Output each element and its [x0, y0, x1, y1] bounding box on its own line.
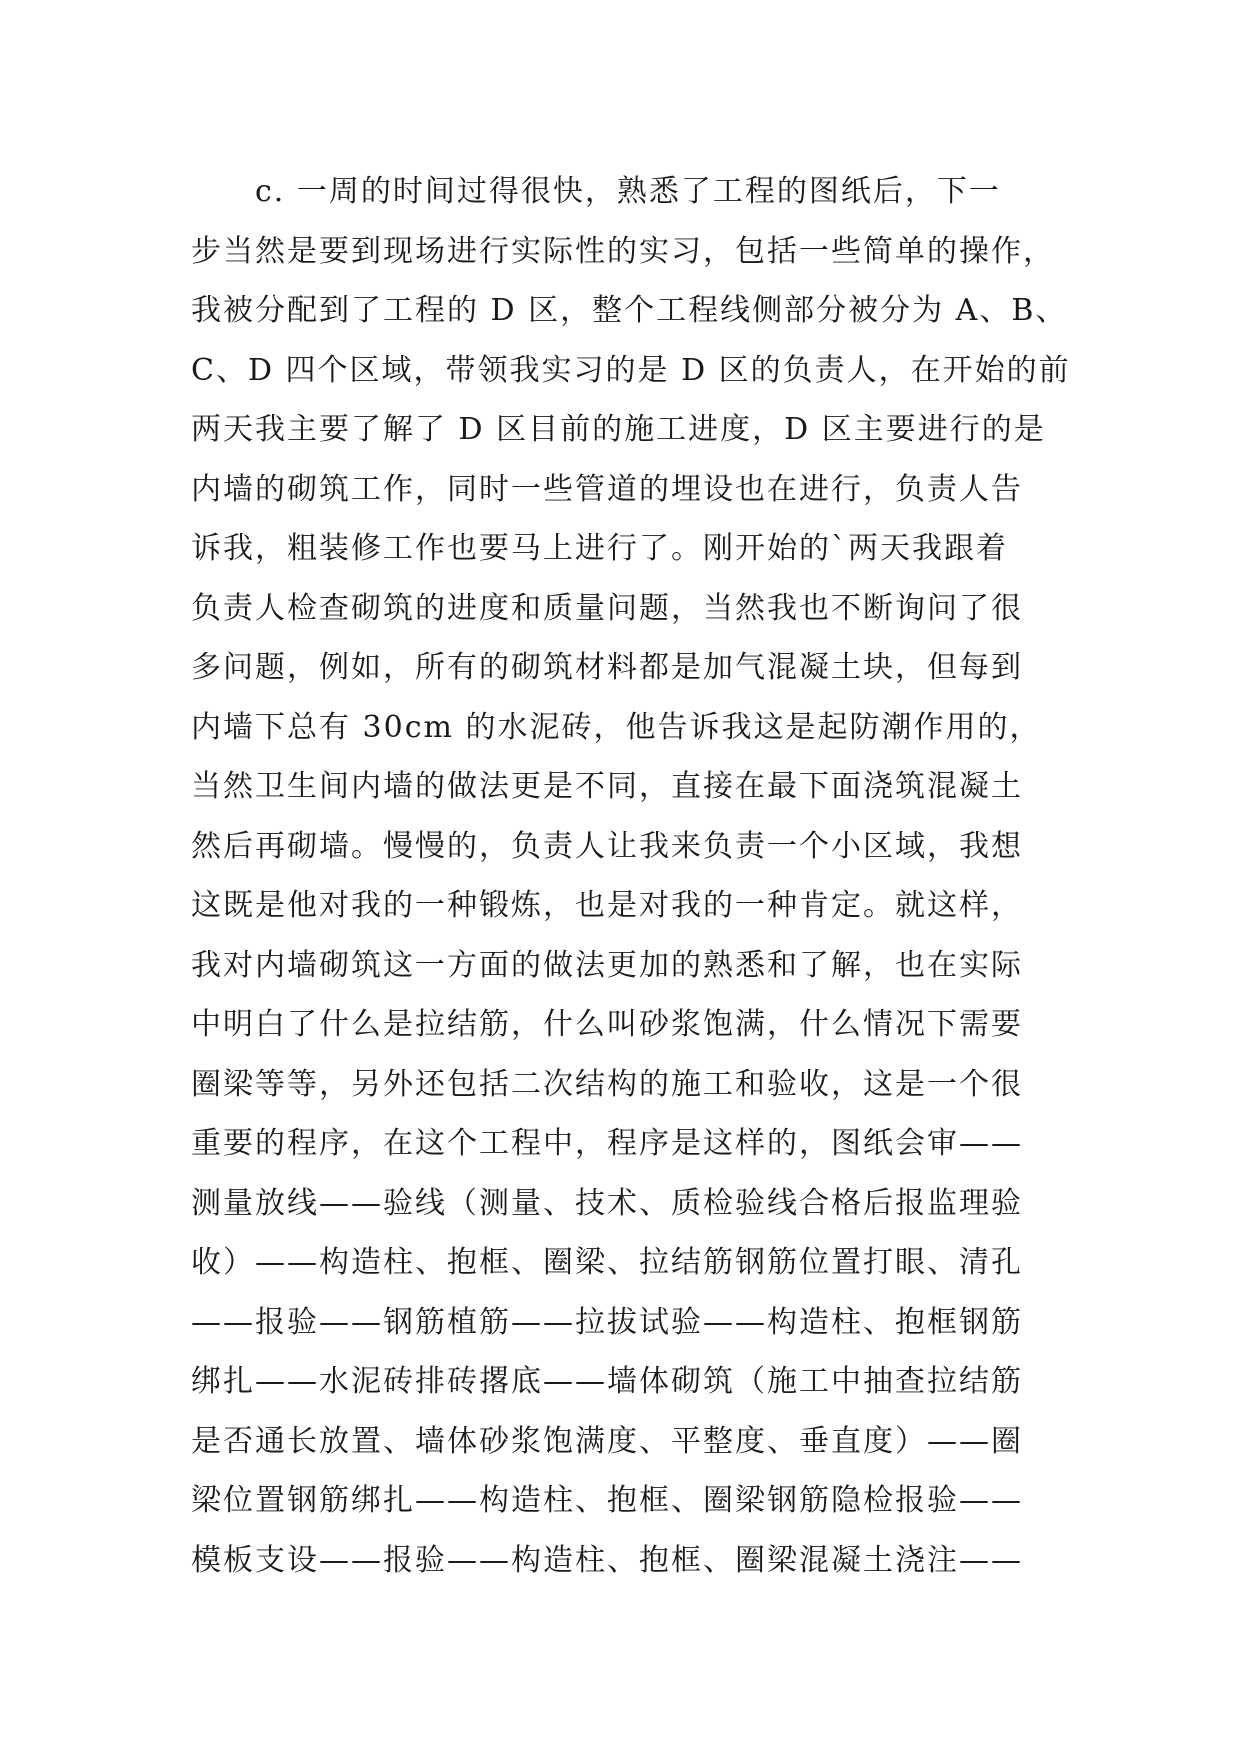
text-line: C、D 四个区域，带领我实习的是 D 区的负责人，在开始的前 [191, 352, 1071, 388]
text-line: 当然卫生间内墙的做法更是不同，直接在最下面浇筑混凝土 [191, 769, 1023, 804]
text-line: 步当然是要到现场进行实际性的实习，包括一些简单的操作， [191, 233, 1055, 269]
text-line: 这既是他对我的一种锻炼，也是对我的一种肯定。就这样， [191, 888, 1023, 923]
text-line: 圈梁等等，另外还包括二次结构的施工和验收，这是一个很 [191, 1066, 1023, 1102]
text-line: 重要的程序，在这个工程中，程序是这样的，图纸会审—— [191, 1126, 1023, 1161]
text-line: 绑扎——水泥砖排砖撂底——墙体砌筑（施工中抽查拉结筋 [191, 1364, 1023, 1399]
text-line: 负责人检查砌筑的进度和质量问题，当然我也不断询问了很 [191, 590, 1023, 626]
text-line: 是否通长放置、墙体砂浆饱满度、平整度、垂直度）——圈 [191, 1423, 1023, 1459]
text-line: 多问题，例如，所有的砌筑材料都是加气混凝土块，但每到 [191, 650, 1023, 685]
text-line: 我被分配到了工程的 D 区，整个工程线侧部分被分为 A、B、 [191, 293, 1068, 328]
text-line: 模板支设——报验——构造柱、抱框、圈梁混凝土浇注—— [191, 1542, 1023, 1578]
text-line: 我对内墙砌筑这一方面的做法更加的熟悉和了解，也在实际 [191, 947, 1023, 983]
text-line: 测量放线——验线（测量、技术、质检验线合格后报监理验 [191, 1185, 1023, 1221]
body-paragraph [191, 162, 1071, 1590]
text-line: ——报验——钢筋植筋——拉拔试验——构造柱、抱框钢筋 [191, 1304, 1023, 1340]
text-line: 内墙下总有 30cm 的水泥砖，他告诉我这是起防潮作用的， [191, 709, 1042, 745]
text-line: 诉我，粗装修工作也要马上进行了。刚开始的`两天我跟着 [191, 531, 1008, 566]
text-line: 收）——构造柱、抱框、圈梁、拉结筋钢筋位置打眼、清孔 [191, 1245, 1023, 1280]
text-line: 然后再砌墙。慢慢的，负责人让我来负责一个小区域，我想 [191, 828, 1023, 864]
text-line: 两天我主要了解了 D 区目前的施工进度，D 区主要进行的是 [191, 412, 1046, 447]
text-line: c. 一周的时间过得很快，熟悉了工程的图纸后，下一 [255, 174, 1001, 209]
text-line: 内墙的砌筑工作，同时一些管道的埋设也在进行，负责人告 [191, 471, 1023, 507]
text-line: 梁位置钢筋绑扎——构造柱、抱框、圈梁钢筋隐检报验—— [191, 1483, 1023, 1518]
text-line: 中明白了什么是拉结筋，什么叫砂浆饱满，什么情况下需要 [191, 1007, 1023, 1042]
